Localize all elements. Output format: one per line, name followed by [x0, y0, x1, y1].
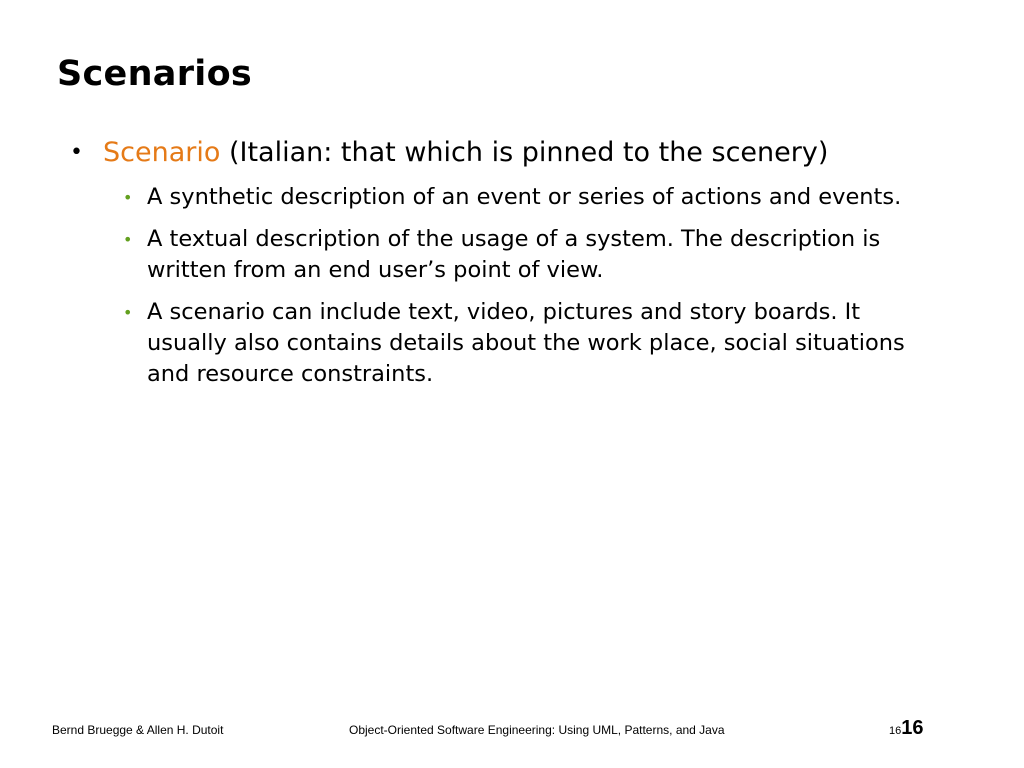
subbullet-list [123, 182, 950, 390]
slide-body [70, 136, 950, 401]
bullet-item [70, 136, 950, 169]
subbullet-item [123, 224, 950, 286]
subbullet-item [123, 182, 950, 213]
slide-title: Scenarios [57, 54, 253, 94]
bullet-keyword: Scenario [103, 137, 221, 168]
bullet-dot-icon: • [70, 140, 83, 165]
subbullet-text: A textual description of the usage of a system. The description is written from an end user’s point of view. [147, 226, 881, 283]
subbullet-text: A scenario can include text, video, pictures and story boards. It usually also contains details about the work place, social situations and resource constraints. [147, 299, 905, 387]
footer-book-title: Object-Oriented Software Engineering: Using UML, Patterns, and Java [349, 723, 725, 737]
page-number-big: 16 [901, 717, 924, 739]
bullet-text [103, 136, 903, 169]
bullet-rest: (Italian: that which is pinned to the scenery) [220, 137, 829, 168]
subbullet-dot-icon: • [123, 188, 133, 207]
footer-page-number [889, 716, 924, 740]
subbullet-text: A synthetic description of an event or series of actions and events. [147, 184, 902, 210]
subbullet-dot-icon: • [123, 230, 133, 249]
subbullet-item [123, 297, 950, 390]
footer-authors: Bernd Bruegge & Allen H. Dutoit [52, 723, 224, 737]
subbullet-dot-icon: • [123, 303, 133, 322]
page-number-small: 16 [889, 725, 902, 737]
